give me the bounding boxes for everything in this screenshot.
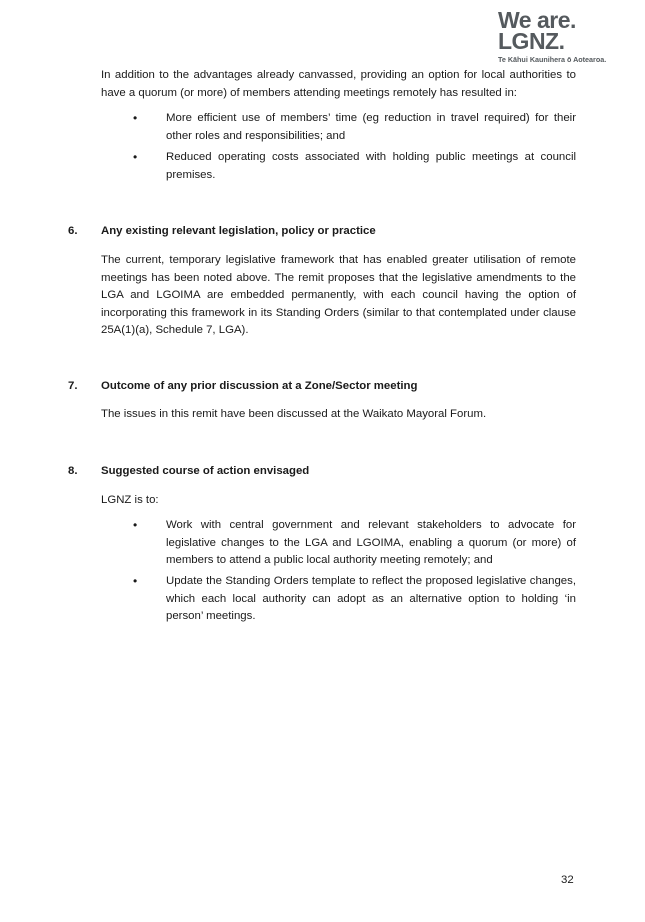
section-7-body: The issues in this remit have been discussed at the Waikato Mayoral Forum.	[101, 408, 487, 420]
lgnz-logo	[498, 7, 638, 65]
intro-bullet-1: More efficient use of members’ time (eg reduction in travel required) for their other roles and responsibilities; and	[166, 112, 576, 142]
section-8-body: LGNZ is to:	[101, 494, 159, 506]
bullet-marker: •	[133, 574, 138, 588]
logo-line-2: LGNZ.	[498, 28, 565, 54]
section-8-number: 8.	[68, 465, 78, 477]
bullet-marker: •	[133, 111, 138, 125]
logo-line-1: We are.	[498, 7, 576, 33]
section-8-bullet-2: Update the Standing Orders template to reflect the proposed legislative changes, which each local authority can adopt as an alternative option to holding ‘in person’ meetings.	[166, 575, 576, 622]
bullet-marker: •	[133, 150, 138, 164]
section-7-heading: Outcome of any prior discussion at a Zone/Sector meeting	[101, 380, 418, 392]
section-7-number: 7.	[68, 380, 78, 392]
page-number: 32	[561, 874, 574, 886]
section-6-number: 6.	[68, 225, 78, 237]
logo-tagline: Te Kāhui Kaunihera ō Aotearoa.	[498, 55, 607, 64]
section-8-bullet-1: Work with central government and relevant stakeholders to advocate for legislative changes to the LGA and LGOIMA, enabling a quorum (or more) of members to attend a public local authority meeting remotely; and	[166, 519, 576, 566]
section-6-heading: Any existing relevant legislation, policy or practice	[101, 225, 376, 237]
bullet-marker: •	[133, 518, 138, 532]
intro-bullet-2: Reduced operating costs associated with holding public meetings at council premises.	[166, 151, 576, 181]
section-8-heading: Suggested course of action envisaged	[101, 465, 310, 477]
intro-paragraph: In addition to the advantages already canvassed, providing an option for local authorities to have a quorum (or more) of members attending meetings remotely has resulted in:	[101, 69, 576, 99]
section-6-body: The current, temporary legislative framework that has enabled greater utilisation of remote meetings has been noted above. The remit proposes that the legislative amendments to the LGA and LGOIMA are embedded permanently, with each council having the option of incorporating this framework in its Standing Orders (similar to that contemplated under clause 25A(1)(a), Schedule 7, LGA).	[101, 254, 576, 336]
